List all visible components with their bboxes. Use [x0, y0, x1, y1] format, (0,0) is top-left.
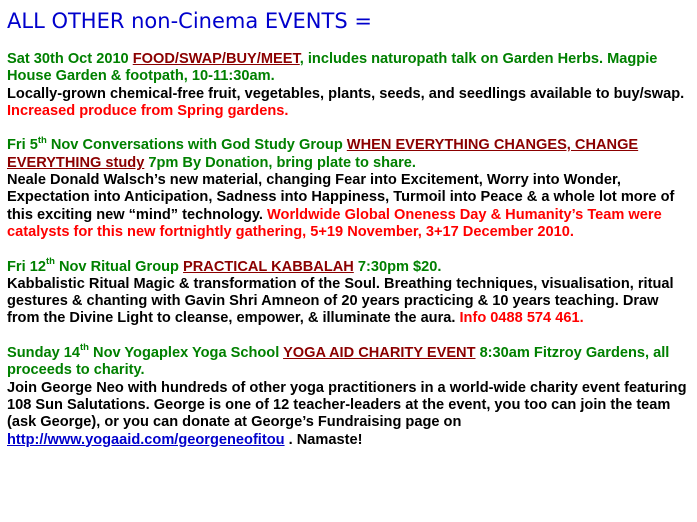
event-title: YOGA AID CHARITY EVENT: [283, 345, 476, 362]
event-highlight: Worldwide Global Oneness Day & Humanity’s Team were catalysts for this new fortnightly gathering, 5+19 November, 3+17 December 2010.: [7, 206, 662, 240]
event-details: 7pm By Donation, bring plate to share.: [144, 154, 416, 171]
event-yoga-aid: [7, 342, 691, 449]
event-description: Kabbalistic Ritual Magic & transformation of the Soul. Breathing techniques, visualisation, ritual gestures & chanting with Gavin Shri Amneon of 20 years practicing & 10 years teaching. Draw from the Divine Light to cleanse, empower, & illuminate the aura.: [7, 275, 674, 327]
event-food-swap: [7, 51, 691, 120]
event-title: FOOD/SWAP/BUY/MEET: [132, 51, 300, 67]
event-date: Sunday 14th Nov Yogaplex Yoga School: [7, 342, 284, 362]
event-highlight: Info 0488 574 461.: [459, 310, 584, 327]
events-page: [7, 8, 691, 466]
event-title: PRACTICAL KABBALAH: [183, 258, 354, 275]
event-date: Fri 12th Nov Ritual Group: [7, 255, 184, 275]
event-description: Neale Donald Walsch’s new material, changing Fear into Excitement, Worry into Wonder, Expectation into Anticipation, Sadness into Happiness, Turmoil into Peace & a whole lot more of this exciting new “mind” technology.: [7, 172, 675, 223]
page-title: ALL OTHER non-Cinema EVENTS =: [7, 9, 372, 33]
event-title: WHEN EVERYTHING CHANGES, CHANGE EVERYTHING study: [7, 137, 639, 171]
event-study-group: [7, 134, 691, 241]
event-details: 8:30am Fitzroy Gardens, all proceeds to charity.: [7, 345, 670, 379]
event-closing: . Namaste!: [284, 431, 363, 448]
event-details: , includes naturopath talk on Garden Herbs. Magpie House Garden & footpath, 10-11:30am.: [7, 51, 658, 85]
event-description: Join George Neo with hundreds of other yoga practitioners in a world-wide charity event featuring 108 Sun Salutations. George is one of 12 teacher-leaders at the event, you too can join the team (ask George), or you can donate at George’s Fundraising page on: [7, 379, 687, 431]
event-description: Locally-grown chemical-free fruit, vegetables, plants, seeds, and seedlings available to buy/swap.: [7, 85, 685, 102]
event-kabbalah: [7, 255, 691, 328]
event-highlight: Increased produce from Spring gardens.: [7, 102, 289, 119]
event-details: 7:30pm $20.: [353, 258, 442, 275]
event-date: Fri 5th Nov Conversations with God Study Group: [7, 134, 347, 154]
fundraising-link[interactable]: http://www.yogaaid.com/georgeneofitou: [7, 431, 285, 448]
event-date: Sat 30th Oct 2010: [7, 51, 133, 67]
